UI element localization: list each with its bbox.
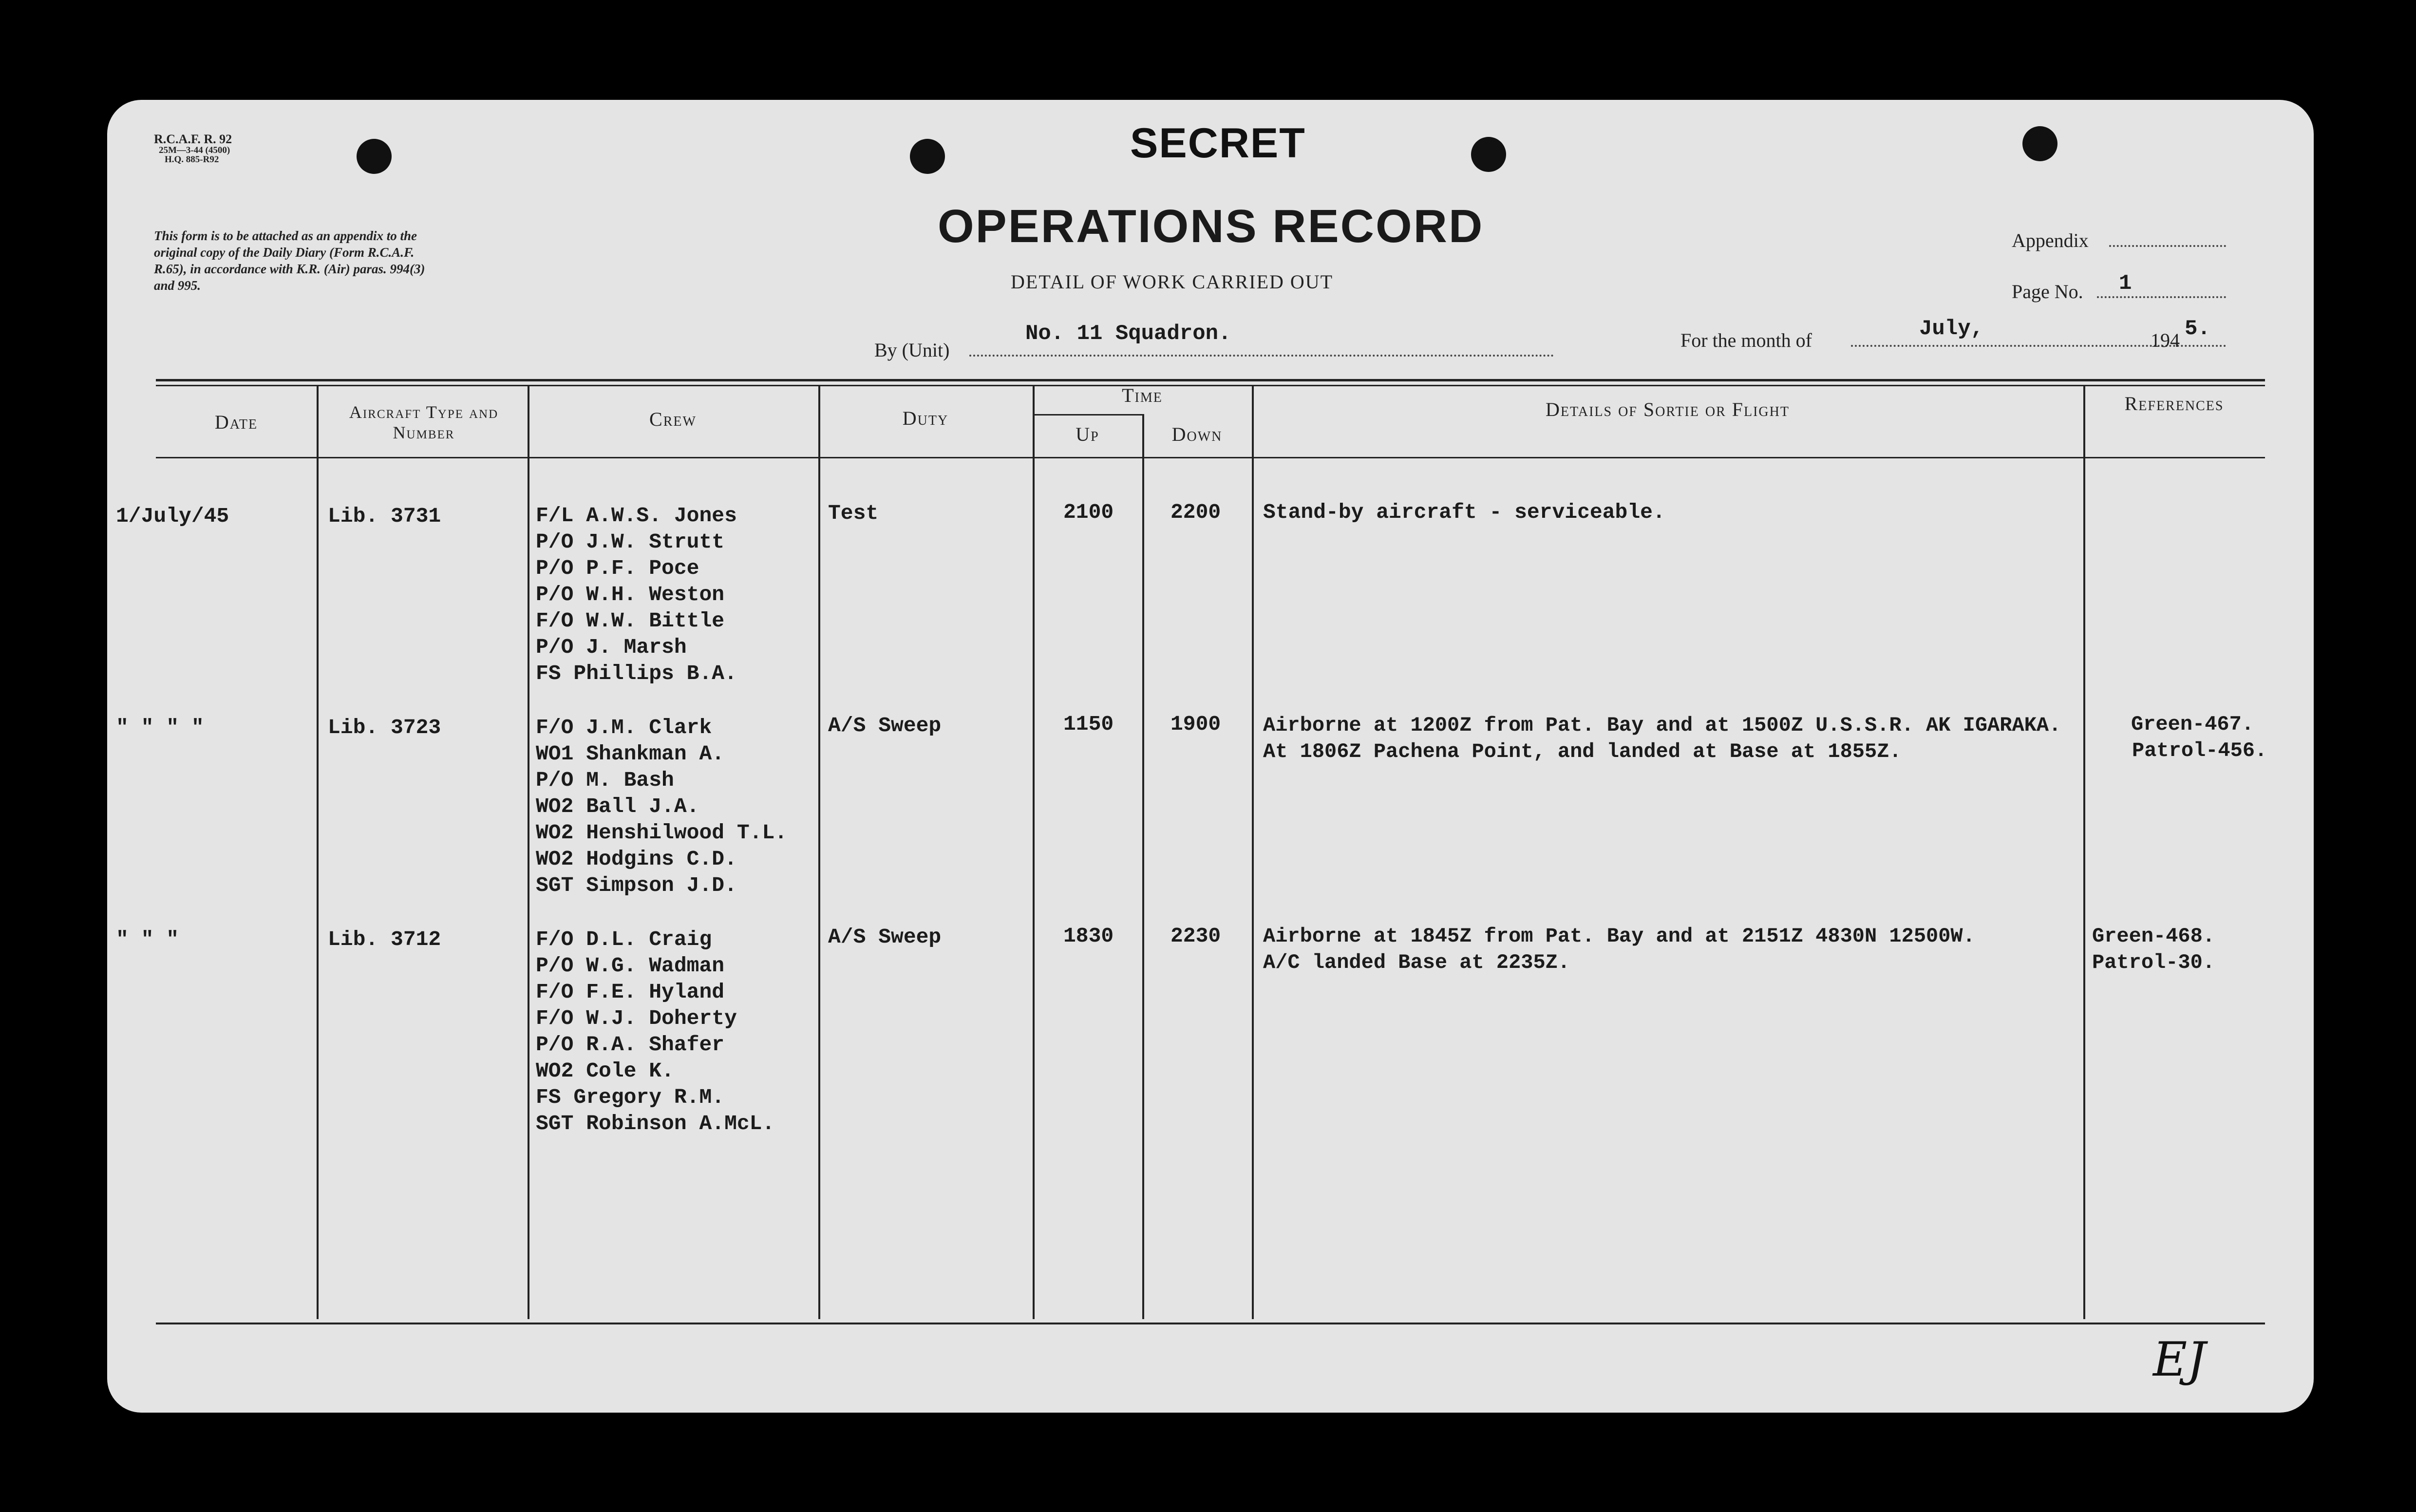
col-header-date: Date [214,411,258,433]
row3-details-line1: Airborne at 1845Z from Pat. Bay and at 2151Z 4830N 12500W. [1263,925,1975,948]
page-no-value: 1 [2119,271,2132,296]
row1-crew [536,503,737,687]
crew-member: WO2 Ball J.A. [536,794,699,818]
row2-crew [536,715,787,899]
col-divider-date [317,386,319,1319]
row2-ref-2: Patrol-456. [2132,739,2267,762]
row3-details-line2: A/C landed Base at 2235Z. [1263,951,1570,974]
col-divider-up [1142,414,1144,1319]
punch-hole-4 [2022,126,2057,161]
month-label: For the month of [1680,329,1812,351]
crew-member: FS Phillips B.A. [536,662,737,685]
crew-member: F/L A.W.S. Jones [536,504,737,528]
crew-member: F/O F.E. Hyland [536,980,725,1004]
page-title: OPERATIONS RECORD [938,200,1484,252]
row2-up: 1150 [1063,712,1114,736]
table-top-rule-1 [156,379,2265,381]
col-header-details: Details of Sortie or Flight [1546,398,1790,420]
row1-date: 1/July/45 [116,504,229,528]
table-bottom-rule [156,1323,2265,1324]
row3-down: 2230 [1170,924,1221,948]
page-no-line [2097,296,2226,298]
unit-line [969,355,1554,357]
row2-details-line2: At 1806Z Pachena Point, and landed at Base at 1855Z. [1263,740,1902,763]
row3-date: " " " [116,927,179,951]
attach-note: This form is to be attached as an appendix to the original copy of the Daily Diary (Form R.C.A.F. R.65), in accordance with K.R. (Air) paras. 994(3) and 995. [154,228,425,293]
crew-member: WO2 Hodgins C.D. [536,847,737,871]
crew-member: F/O W.W. Bittle [536,609,725,633]
crew-member: F/O D.L. Craig [536,927,712,951]
crew-member: WO1 Shankman A. [536,742,725,766]
time-sub-rule [1033,414,1142,416]
row2-date: " " " " [116,716,204,739]
row3-aircraft: Lib. 3712 [328,927,441,951]
col-header-time: Time [1122,384,1163,406]
year-prefix: 194 [2151,329,2180,351]
page-no-label: Page No. [2012,281,2083,302]
year-suffix: 5. [2185,317,2210,341]
form-code [154,133,232,164]
form-print-line-2: H.Q. 885-R92 [165,154,219,165]
col-divider-down [1252,386,1254,1319]
col-divider-details [2083,386,2085,1319]
unit-value: No. 11 Squadron. [1025,321,1231,346]
header-bottom-rule [156,457,2265,458]
record-card [107,100,2314,1413]
row3-ref-1: Green-468. [2092,925,2215,948]
col-header-down: Down [1171,423,1223,445]
row1-up: 2100 [1063,500,1114,524]
crew-member: FS Gregory R.M. [536,1085,725,1109]
row2-aircraft: Lib. 3723 [328,716,441,739]
col-divider-crew [818,386,820,1319]
col-header-up: Up [1076,423,1099,445]
form-print-line-1: 25M—3-44 (4500) [159,145,230,155]
crew-member: P/O R.A. Shafer [536,1033,725,1057]
secret-stamp: SECRET [1130,120,1306,167]
page-subtitle: DETAIL OF WORK CARRIED OUT [1011,271,1334,293]
month-value: July, [1919,317,1984,341]
crew-member: F/O W.J. Doherty [536,1006,737,1030]
row2-details-line1: Airborne at 1200Z from Pat. Bay and at 1500Z U.S.S.R. AK IGARAKA. [1263,714,2061,737]
unit-label: By (Unit) [874,339,950,361]
crew-member: WO2 Henshilwood T.L. [536,821,788,845]
crew-member: P/O J.W. Strutt [536,530,725,554]
crew-member: SGT Robinson A.McL. [536,1112,775,1135]
crew-member: P/O J. Marsh [536,635,687,659]
crew-member: F/O J.M. Clark [536,716,712,739]
row2-duty: A/S Sweep [828,714,942,737]
row1-down: 2200 [1170,500,1221,524]
col-header-duty: Duty [902,407,949,429]
col-header-references: References [2124,393,2224,415]
crew-member: P/O W.H. Weston [536,583,725,606]
crew-member: P/O P.F. Poce [536,556,699,580]
form-code-number: R.C.A.F. R. 92 [154,132,232,146]
row1-duty: Test [828,501,879,525]
crew-member: WO2 Cole K. [536,1059,674,1083]
col-header-aircraft: Aircraft Type and Number [349,402,499,442]
row3-ref-2: Patrol-30. [2092,951,2215,974]
appendix-line [2109,245,2226,247]
row2-down: 1900 [1170,712,1221,736]
row1-details-line1: Stand-by aircraft - serviceable. [1263,500,1665,524]
col-divider-duty [1033,386,1035,1319]
row3-duty: A/S Sweep [828,925,942,949]
punch-hole-2 [910,139,945,174]
col-divider-aircraft [528,386,529,1319]
col-header-crew: Crew [649,408,697,430]
crew-member: SGT Simpson J.D. [536,873,737,897]
row1-aircraft: Lib. 3731 [328,504,441,528]
row3-crew [536,926,774,1137]
signature: EJ [2153,1332,2206,1387]
punch-hole-1 [357,139,392,174]
punch-hole-3 [1471,137,1506,172]
row3-up: 1830 [1063,924,1114,948]
crew-member: P/O W.G. Wadman [536,954,725,978]
row2-ref-1: Green-467. [2131,713,2254,736]
appendix-label: Appendix [2012,229,2089,251]
crew-member: P/O M. Bash [536,768,674,792]
